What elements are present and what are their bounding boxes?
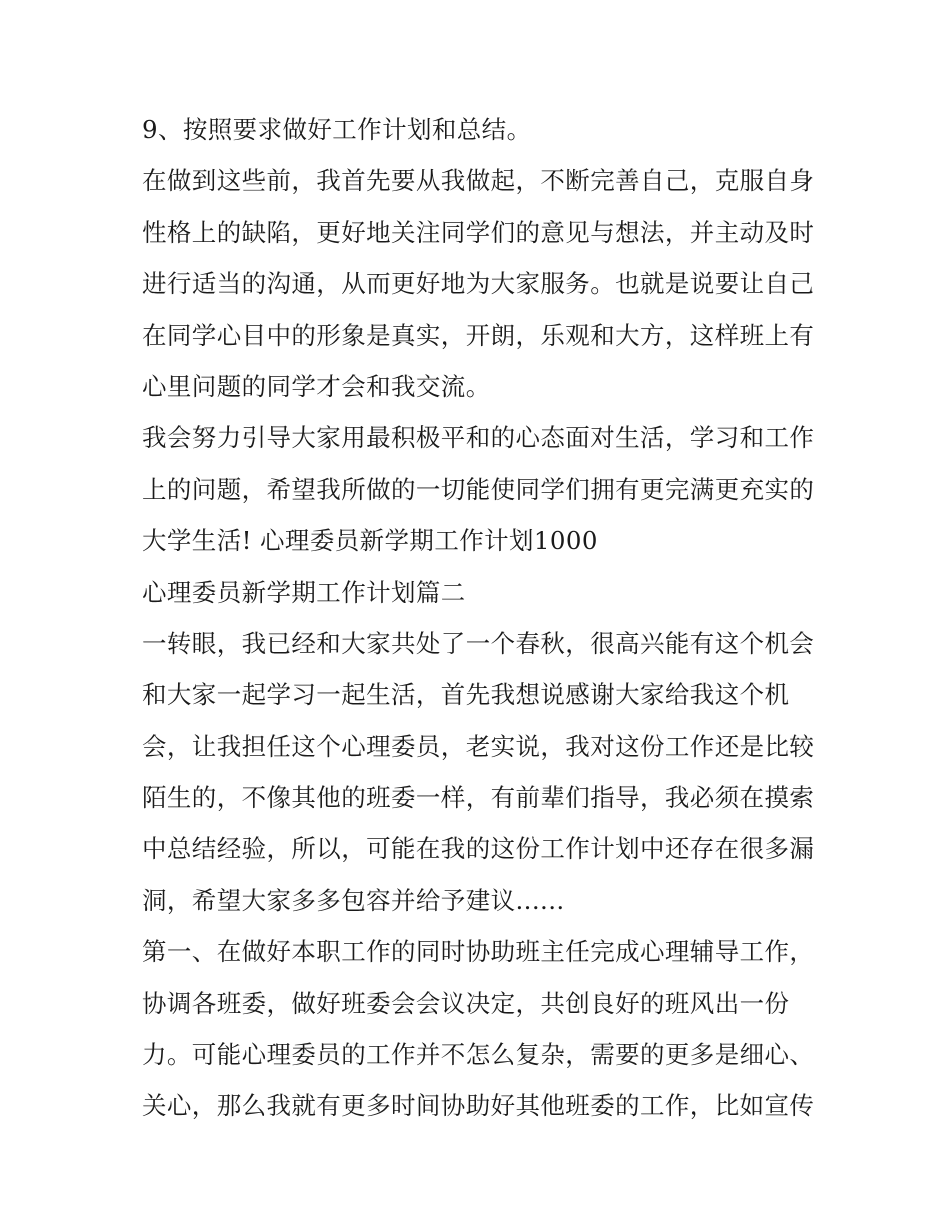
text-line: 心里问题的同学才会和我交流。 <box>142 371 491 401</box>
section-heading: 心理委员新学期工作计划篇二 <box>142 577 466 607</box>
text-line: 陌生的，不像其他的班委一样，有前辈们指导，我必须在摸索 <box>142 783 815 813</box>
text-line: 和大家一起学习一起生活，首先我想说感谢大家给我这个机 <box>142 680 790 710</box>
text-line: 协调各班委，做好班委会会议决定，共创良好的班风出一份 <box>142 988 790 1018</box>
text-line: 洞，希望大家多多包容并给予建议...... <box>142 885 565 915</box>
text-line: 9、按照要求做好工作计划和总结。 <box>142 115 532 144</box>
text-line: 中总结经验，所以，可能在我的这份工作计划中还存在很多漏 <box>142 834 815 864</box>
text-line: 一转眼，我已经和大家共处了一个春秋，很高兴能有这个机会 <box>142 628 815 658</box>
text-line: 大学生活! 心理委员新学期工作计划1000 <box>142 526 598 556</box>
text-line: 力。可能心理委员的工作并不怎么复杂，需要的更多是细心、 <box>142 1040 815 1070</box>
text-line: 在同学心目中的形象是真实，开朗，乐观和大方，这样班上有 <box>142 320 815 350</box>
text-line: 性格上的缺陷，更好地关注同学们的意见与想法，并主动及时 <box>142 217 815 247</box>
text-line: 我会努力引导大家用最积极平和的心态面对生活，学习和工作 <box>142 423 815 453</box>
text-line: 进行适当的沟通，从而更好地为大家服务。也就是说要让自己 <box>142 269 815 299</box>
text-line: 会，让我担任这个心理委员，老实说，我对这份工作还是比较 <box>142 731 815 761</box>
text-line: 关心，那么我就有更多时间协助好其他班委的工作，比如宣传 <box>142 1091 815 1121</box>
document-body <box>142 108 822 1136</box>
text-line: 在做到这些前，我首先要从我做起，不断完善自己，克服自身 <box>142 166 815 196</box>
text-line: 第一、在做好本职工作的同时协助班主任完成心理辅导工作， <box>142 937 815 967</box>
text-line: 上的问题，希望我所做的一切能使同学们拥有更完满更充实的 <box>142 474 815 504</box>
